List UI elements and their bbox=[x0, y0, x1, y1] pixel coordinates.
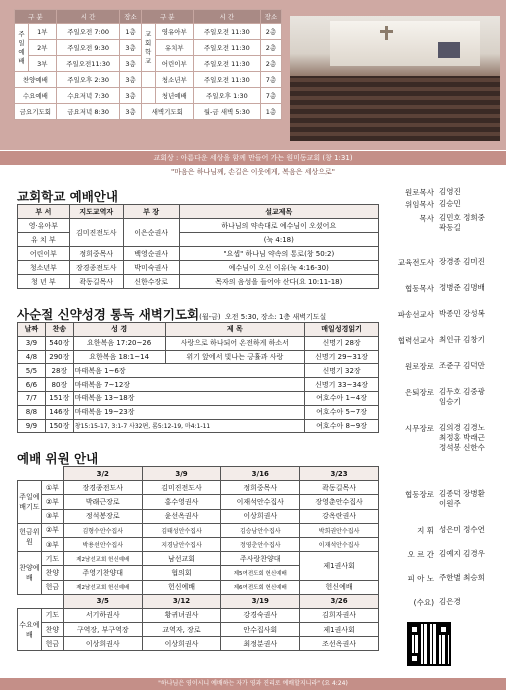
svc-time: 주일오후 1:30 bbox=[193, 88, 260, 104]
svc-time: 주일오전11:30 bbox=[56, 56, 120, 72]
dawn-hymn: 540장 bbox=[45, 336, 73, 350]
staff-names: 김의경 김경노 최정홍 박래근 정석봉 신한수 bbox=[439, 423, 485, 452]
dawn-reading: 신명기 28장 bbox=[305, 336, 379, 350]
dawn-table bbox=[17, 322, 379, 433]
duty-cell: 김형수안수집사 bbox=[63, 523, 142, 537]
church-school-label: 교회학교 bbox=[141, 24, 155, 72]
qr-finder bbox=[438, 624, 449, 635]
svc-place: 2층 bbox=[260, 56, 281, 72]
dawn-scripture: 창15:15-17, 3:1-7 사32편, 롬5:12-19, 마4:1-11 bbox=[73, 419, 304, 433]
duty-date: 3/23 bbox=[300, 467, 379, 481]
school-header: 부 장 bbox=[123, 205, 179, 219]
school-sermon: "요셉" 하나님 약속의 통로(창 50:2) bbox=[179, 247, 378, 261]
duty-cell: 제2남선교회 헌신예배 bbox=[63, 552, 142, 566]
dawn-date: 9/9 bbox=[18, 419, 46, 433]
svc-part: 영유아부 bbox=[155, 24, 193, 40]
school-pastor: 정희중목사 bbox=[69, 247, 123, 261]
dawn-hymn: 28장 bbox=[45, 364, 73, 378]
school-sermon: 목자의 음성을 들어야 산다(요 10:11-18) bbox=[179, 275, 378, 289]
duty-cell: 헌신예배 bbox=[142, 580, 221, 594]
svc-part: 2부 bbox=[29, 40, 57, 56]
staff-role: 원로장로 bbox=[405, 362, 434, 371]
svc-part: 1부 bbox=[29, 24, 57, 40]
duty-cell: 곽동길목사 bbox=[300, 481, 379, 495]
duty-group-label: 수요예배 bbox=[18, 608, 42, 651]
footer-verse: "하나님은 영이시니 예배하는 자가 영과 진리로 예배할지니라" (요 4:24) bbox=[0, 678, 506, 690]
staff-names: 정병준 김명배 bbox=[439, 283, 485, 292]
staff-role: 시무장로 bbox=[405, 424, 434, 433]
duty-cell: 협의회 bbox=[142, 566, 221, 580]
dawn-date: 8/8 bbox=[18, 405, 46, 419]
duty-part: 기도 bbox=[41, 608, 63, 622]
staff-names: 최인규 김창기 bbox=[439, 335, 485, 344]
sunday-service-label: 주일예배 bbox=[15, 24, 29, 72]
dawn-reading: 신명기 29~31장 bbox=[305, 350, 379, 364]
duty-cell: 구역장, 부구역장 bbox=[63, 623, 142, 637]
svc-header: 시 간 bbox=[193, 10, 260, 24]
school-head: 박미숙권사 bbox=[123, 261, 179, 275]
school-pastor: 김미진전도사 bbox=[69, 219, 123, 247]
duty-cell: 이재석안수집사 bbox=[300, 537, 379, 551]
duty-date: 3/26 bbox=[300, 594, 379, 608]
dawn-reading: 여호수아 1~4장 bbox=[305, 391, 379, 405]
svc-place: 7층 bbox=[260, 72, 281, 88]
staff-role: 협동장로 bbox=[405, 490, 434, 499]
dawn-date: 6/6 bbox=[18, 378, 46, 392]
staff-names: 김두호 김중광 임승기 bbox=[439, 387, 485, 406]
duty-section-title: 예배 위원 안내 bbox=[17, 451, 99, 466]
duty-cell: 헌신예배 bbox=[300, 580, 379, 594]
qr-finder bbox=[409, 653, 420, 664]
staff-role: 협동목사 bbox=[405, 284, 434, 293]
svc-time: 월-금 새벽 5:30 bbox=[193, 104, 260, 120]
dawn-scripture: 요한복음 18:1~14 bbox=[73, 350, 165, 364]
svc-time: 주일오후 2:30 bbox=[56, 72, 120, 88]
duty-cell: 주사랑찬양대 bbox=[221, 552, 300, 566]
dawn-reading: 신명기 33~34장 bbox=[305, 378, 379, 392]
duty-group-label: 헌금위원 bbox=[18, 523, 42, 551]
dawn-date: 5/5 bbox=[18, 364, 46, 378]
duty-cell: 김태성안수집사 bbox=[142, 523, 221, 537]
dawn-scripture: 마태복음 13~18장 bbox=[73, 391, 304, 405]
duty-cell: 이재석안수집사 bbox=[221, 495, 300, 509]
school-pastor: 곽동길목사 bbox=[69, 275, 123, 289]
photo-pews bbox=[290, 76, 500, 141]
dawn-header: 매일성경읽기 bbox=[305, 323, 379, 337]
dawn-header: 성 경 bbox=[73, 323, 165, 337]
duty-group-label: 찬양예배 bbox=[18, 552, 42, 595]
svc-place: 3층 bbox=[120, 56, 141, 72]
svc-header: 장소 bbox=[120, 10, 141, 24]
svc-header: 시 간 bbox=[56, 10, 120, 24]
duty-cell: 최정분권사 bbox=[221, 637, 300, 651]
school-sermon: 예수님이 오신 이유(눅 4:16-30) bbox=[179, 261, 378, 275]
staff-role: 위임목사 bbox=[405, 200, 434, 209]
duty-cell: 이상희권사 bbox=[63, 637, 142, 651]
svc-place: 3층 bbox=[120, 72, 141, 88]
duty-cell: 서기하권사 bbox=[63, 608, 142, 622]
school-header: 부 서 bbox=[18, 205, 70, 219]
svc-place: 1층 bbox=[120, 24, 141, 40]
duty-cell: 안수집사회 bbox=[221, 623, 300, 637]
svc-place: 1층 bbox=[260, 104, 281, 120]
duty-cell: 지경남안수집사 bbox=[142, 537, 221, 551]
qr-code-icon[interactable] bbox=[407, 622, 451, 666]
service-schedule-table bbox=[14, 9, 282, 120]
dawn-hymn: 150장 bbox=[45, 419, 73, 433]
school-dept: 유 치 부 bbox=[18, 233, 70, 247]
duty-cell: 강옥란권사 bbox=[300, 509, 379, 523]
duty-part: 기도 bbox=[41, 552, 63, 566]
duty-date: 3/16 bbox=[221, 467, 300, 481]
duty-part: 헌금 bbox=[41, 637, 63, 651]
dawn-header: 제 목 bbox=[165, 323, 305, 337]
dawn-subject: 사랑으로 하나되어 온전하게 하소서 bbox=[165, 336, 305, 350]
svc-time: 주일오전 7:00 bbox=[56, 24, 120, 40]
duty-cell: 주영기찬양대 bbox=[63, 566, 142, 580]
dawn-subject: 위기 앞에서 빛나는 긍휼과 사랑 bbox=[165, 350, 305, 364]
svc-part: 찬양예배 bbox=[15, 72, 57, 88]
dawn-reading: 여호수아 5~7장 bbox=[305, 405, 379, 419]
duty-cell: 윤선옥권사 bbox=[142, 509, 221, 523]
duty-cell: 남선교회 bbox=[142, 552, 221, 566]
svc-part: 청소년부 bbox=[155, 72, 193, 88]
school-sermon: (눅 4:18) bbox=[179, 233, 378, 247]
duty-part: 헌금 bbox=[41, 580, 63, 594]
duty-cell: 제1권사회 bbox=[300, 623, 379, 637]
svc-place: 2층 bbox=[260, 24, 281, 40]
dawn-hymn: 146장 bbox=[45, 405, 73, 419]
staff-role: 오 르 간 bbox=[407, 550, 434, 559]
svc-time: 주일오전 9:30 bbox=[56, 40, 120, 56]
staff-role: 은퇴장로 bbox=[405, 388, 434, 397]
duty-cell: 김승남안수집사 bbox=[221, 523, 300, 537]
duty-cell: 제5여전도회 헌신예배 bbox=[221, 566, 300, 580]
duty-part: ③부 bbox=[41, 537, 63, 551]
school-header: 지도교역자 bbox=[69, 205, 123, 219]
duty-group-label: 주일예배기도 bbox=[18, 481, 42, 524]
cross-bar bbox=[380, 30, 393, 33]
duty-cell: 이상희권사 bbox=[142, 637, 221, 651]
duty-cell: 교역자, 장로 bbox=[142, 623, 221, 637]
duty-cell: 홍수영권사 bbox=[142, 495, 221, 509]
dawn-hymn: 80장 bbox=[45, 378, 73, 392]
church-slogan: "마음은 하나님께, 손길은 이웃에게, 복음은 세상으로" bbox=[170, 168, 336, 176]
dawn-reading: 신명기 32장 bbox=[305, 364, 379, 378]
duty-cell: 이상희권사 bbox=[221, 509, 300, 523]
cross-icon bbox=[385, 26, 388, 40]
staff-names: 김영진 bbox=[439, 187, 461, 196]
duty-cell: 김희자권사 bbox=[300, 608, 379, 622]
duty-cell: 황귀녀권사 bbox=[142, 608, 221, 622]
church-motto: 교회상 : 아름다운 세상을 함께 만들어 가는 원미동교회 (창 1:31) bbox=[0, 151, 506, 165]
dawn-title-suffix: (월-금) bbox=[199, 313, 221, 321]
duty-cell: 강경숙권사 bbox=[221, 608, 300, 622]
svc-header: 구 분 bbox=[141, 10, 193, 24]
svc-place: 3층 bbox=[120, 40, 141, 56]
duty-part: 찬양 bbox=[41, 566, 63, 580]
school-head: 백영순권사 bbox=[123, 247, 179, 261]
dawn-hymn: 151장 bbox=[45, 391, 73, 405]
school-table bbox=[17, 204, 379, 289]
staff-role: (수요) bbox=[413, 598, 434, 607]
staff-role: 원로목사 bbox=[405, 188, 434, 197]
school-dept: 청 년 부 bbox=[18, 275, 70, 289]
svc-time: 주일오전 11:30 bbox=[193, 72, 260, 88]
sanctuary-photo bbox=[290, 16, 500, 141]
dawn-section-title bbox=[17, 305, 326, 323]
staff-names: 박종민 강성복 bbox=[439, 309, 485, 318]
dawn-date: 3/9 bbox=[18, 336, 46, 350]
svc-part: 수요예배 bbox=[15, 88, 57, 104]
staff-names: 김민호 정희중 곽동길 bbox=[439, 213, 485, 232]
duty-table bbox=[17, 466, 379, 651]
dawn-scripture: 마태복음 1~6장 bbox=[73, 364, 304, 378]
staff-names: 김예지 김경우 bbox=[439, 549, 485, 558]
duty-date: 3/9 bbox=[142, 467, 221, 481]
staff-names: 김종덕 장병환 이원주 bbox=[439, 489, 485, 508]
svc-place: 3층 bbox=[120, 104, 141, 120]
svc-time: 수요저녁 7:30 bbox=[56, 88, 120, 104]
duty-cell: 박래근장로 bbox=[63, 495, 142, 509]
duty-cell: 제1권사회 bbox=[300, 552, 379, 580]
dawn-scripture: 마태복음 7~12장 bbox=[73, 378, 304, 392]
staff-role: 목사 bbox=[419, 214, 434, 223]
svc-time: 금요저녁 8:30 bbox=[56, 104, 120, 120]
duty-cell: 제2남선교회 헌신예배 bbox=[63, 580, 142, 594]
duty-part: ②부 bbox=[41, 495, 63, 509]
photo-screen bbox=[438, 42, 460, 58]
staff-names: 김승민 bbox=[439, 199, 461, 208]
school-dept: 청소년부 bbox=[18, 261, 70, 275]
staff-names: 장경종 김미진 bbox=[439, 257, 485, 266]
school-head: 이은순권사 bbox=[123, 219, 179, 247]
duty-part: ③부 bbox=[41, 509, 63, 523]
duty-date: 3/12 bbox=[142, 594, 221, 608]
svc-part: 새벽기도회 bbox=[141, 104, 193, 120]
dawn-header: 찬송 bbox=[45, 323, 73, 337]
duty-cell: 장경종전도사 bbox=[63, 481, 142, 495]
dawn-date: 7/7 bbox=[18, 391, 46, 405]
duty-cell: 정영춘안수집사 bbox=[221, 537, 300, 551]
svc-place: 3층 bbox=[120, 88, 141, 104]
duty-cell: 장영춘안수집사 bbox=[300, 495, 379, 509]
duty-cell: 박희권안수집사 bbox=[300, 523, 379, 537]
svc-part: 유치부 bbox=[155, 40, 193, 56]
duty-cell: 조선옥권사 bbox=[300, 637, 379, 651]
dawn-reading: 여호수아 8~9장 bbox=[305, 419, 379, 433]
school-sermon: 하나님의 약속대로 예수님이 오셨어요 bbox=[179, 219, 378, 233]
duty-cell: 김미진전도사 bbox=[142, 481, 221, 495]
duty-date: 3/5 bbox=[63, 594, 142, 608]
svc-part: 어린이부 bbox=[155, 56, 193, 72]
qr-finder bbox=[409, 624, 420, 635]
staff-names: 성은미 정수연 bbox=[439, 525, 485, 534]
duty-cell: 정희중목사 bbox=[221, 481, 300, 495]
staff-names: 조준구 김덕만 bbox=[439, 361, 485, 370]
duty-cell: 정석봉장로 bbox=[63, 509, 142, 523]
svc-header: 구 분 bbox=[15, 10, 57, 24]
school-header: 설교제목 bbox=[179, 205, 378, 219]
dawn-title: 사순절 신약성경 통독 새벽기도회 bbox=[17, 307, 200, 322]
staff-role: 파송선교사 bbox=[397, 310, 434, 319]
staff-role: 지 휘 bbox=[417, 526, 434, 535]
dawn-hymn: 290장 bbox=[45, 350, 73, 364]
duty-date: 3/2 bbox=[63, 467, 142, 481]
svc-time: 주일오전 11:30 bbox=[193, 24, 260, 40]
staff-role: 피 아 노 bbox=[407, 574, 434, 583]
dawn-scripture: 마태복음 19~23장 bbox=[73, 405, 304, 419]
school-dept: 영·유아부 bbox=[18, 219, 70, 233]
duty-part: ①부 bbox=[41, 481, 63, 495]
school-head: 신한수장로 bbox=[123, 275, 179, 289]
svc-part: 3부 bbox=[29, 56, 57, 72]
svc-place: 2층 bbox=[260, 40, 281, 56]
staff-role: 교육전도사 bbox=[397, 258, 434, 267]
school-section-title: 교회학교 예배안내 bbox=[17, 189, 118, 204]
dawn-scripture: 요한복음 17:20~26 bbox=[73, 336, 165, 350]
svc-part: 금요기도회 bbox=[15, 104, 57, 120]
svc-header: 장소 bbox=[260, 10, 281, 24]
school-dept: 어린이부 bbox=[18, 247, 70, 261]
school-pastor: 장경종전도사 bbox=[69, 261, 123, 275]
staff-names: 김은경 bbox=[439, 597, 461, 606]
svc-part: 청년예배 bbox=[155, 88, 193, 104]
svc-time: 주일오전 11:30 bbox=[193, 40, 260, 56]
staff-role: 협력선교사 bbox=[397, 336, 434, 345]
staff-names: 주한별 최승희 bbox=[439, 573, 485, 582]
svc-time: 주일오전 11:30 bbox=[193, 56, 260, 72]
svc-place: 7층 bbox=[260, 88, 281, 104]
duty-part: ②부 bbox=[41, 523, 63, 537]
duty-date: 3/19 bbox=[221, 594, 300, 608]
dawn-note: 오전 5:30, 장소: 1층 새벽기도실 bbox=[224, 313, 327, 321]
dawn-date: 4/8 bbox=[18, 350, 46, 364]
duty-part: 찬양 bbox=[41, 623, 63, 637]
dawn-header: 날짜 bbox=[18, 323, 46, 337]
duty-cell: 제6여전도회 헌신예배 bbox=[221, 580, 300, 594]
duty-cell: 박용선안수집사 bbox=[63, 537, 142, 551]
